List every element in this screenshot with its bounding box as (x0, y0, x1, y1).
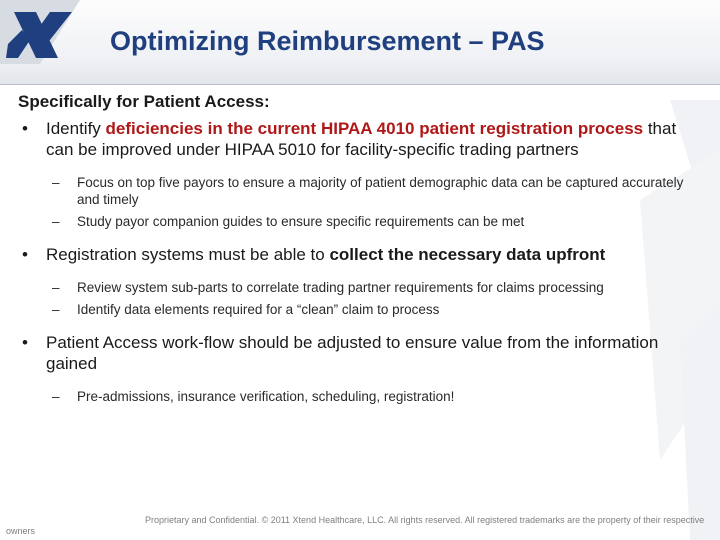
bullet-emphasis: collect the necessary data upfront (329, 245, 606, 264)
bullet-text: Registration systems must be able to (46, 245, 330, 264)
bullet-item (18, 118, 708, 160)
bullet-text: that can be improved under HIPAA 5010 for facility-specific trading partners (46, 119, 677, 159)
bullet-item (18, 244, 708, 265)
sub-bullet-item: – Identify data elements required for a “clean” claim to process (18, 301, 708, 318)
bullet-highlight: deficiencies in the current HIPAA 4010 patient registration process (105, 119, 644, 138)
section-heading: Specifically for Patient Access: (18, 92, 270, 111)
sub-list (18, 174, 708, 230)
bullet-item: • Patient Access work-flow should be adjusted to ensure value from the information gained (18, 332, 708, 374)
sub-list (18, 279, 708, 318)
page-title: Optimizing Reimbursement – PAS (110, 26, 545, 56)
slide-content (18, 92, 708, 419)
sub-list (18, 388, 708, 405)
xtend-x-logo-icon (0, 0, 80, 64)
footer-copyright-continued: owners (6, 526, 36, 536)
sub-bullet-item: – Pre-admissions, insurance verification, scheduling, registration! (18, 388, 708, 405)
footer-copyright: Proprietary and Confidential. © 2011 Xtend Healthcare, LLC. All rights reserved. All registered trademarks are the property of their respective (145, 515, 705, 525)
sub-bullet-item: – Study payor companion guides to ensure specific requirements can be met (18, 213, 708, 230)
bullet-text: Identify (46, 119, 106, 138)
sub-bullet-item: – Focus on top five payors to ensure a majority of patient demographic data can be captured accurately and timely (18, 174, 708, 208)
sub-bullet-item: – Review system sub-parts to correlate trading partner requirements for claims processing (18, 279, 708, 296)
